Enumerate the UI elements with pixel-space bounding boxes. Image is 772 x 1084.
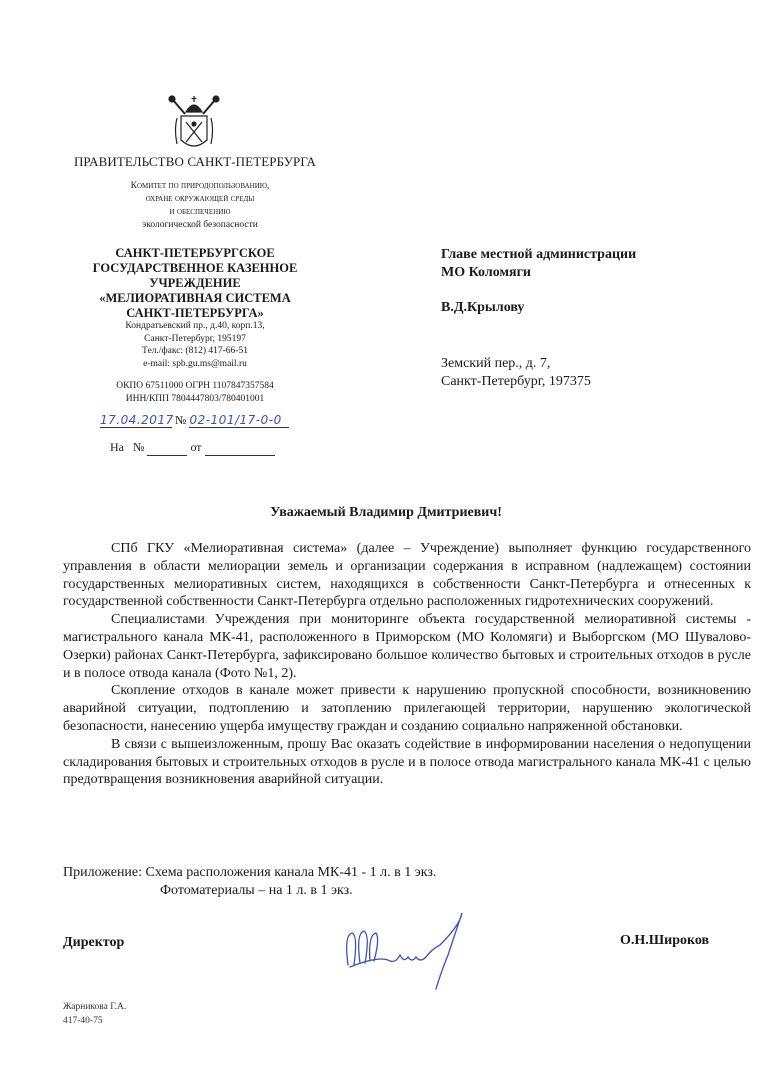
recipient-address-line: Земский пер., д. 7, xyxy=(441,356,551,371)
committee-line: Комитет по природопользованию, xyxy=(130,181,270,191)
organization-codes xyxy=(60,380,330,405)
organization-contacts xyxy=(60,320,330,370)
attachment-line: Приложение: Схема расположения канала МК-41 - 1 л. в 1 экз. xyxy=(63,865,437,880)
reference-date-blank xyxy=(205,440,275,456)
address-line: Кондратьевский пр., д.40, корп.13, xyxy=(125,321,265,331)
organization-line: САНКТ-ПЕТЕРБУРГА» xyxy=(126,306,264,320)
recipient-title-line: МО Коломяги xyxy=(441,265,531,280)
recipient-name: В.Д.Крылову xyxy=(441,300,525,315)
letter-body xyxy=(63,540,751,789)
body-paragraph: СПб ГКУ «Мелиоративная система» (далее – Учреждение) выполняет функцию государственного управления в области мелиорации земель и организации содержания в исправном (надлежащем) состоянии государственных мелиоративных систем, находящихся в собственности Санкт-Петербурга и отнесенных к государственной собственности Санкт-Петербурга отдельно расположенных гидротехнических сооружений. xyxy=(63,541,751,610)
recipient-title xyxy=(441,246,741,282)
body-paragraph: Специалистами Учреждения при мониторинге объекта государственной мелиоративной системы - магистрального канала МК-41, расположенного в Приморском (МО Коломяги) и Выборгском (МО Шувалово-Озерки) районах Санкт-Петербурга, зафиксировано большое количество бытовых и строительных отходов в русле и в полосе отвода канала (Фото №1, 2). xyxy=(63,612,751,681)
okpo-ogrn: ОКПО 67511000 ОГРН 1107847357584 xyxy=(116,381,274,391)
signer-name: О.Н.Широков xyxy=(620,933,710,948)
attachments xyxy=(63,864,436,900)
attachment-line: Фотоматериалы – на 1 л. в 1 экз. xyxy=(160,883,353,898)
reference-number-blank xyxy=(147,440,187,456)
executor-name: Жарникова Г.А. xyxy=(63,1002,127,1012)
recipient-address xyxy=(441,355,591,391)
committee-line: и обеспечению xyxy=(169,207,231,217)
committee-line: экологической безопасности xyxy=(142,220,258,230)
reference-line xyxy=(110,440,275,456)
signer-position: Директор xyxy=(63,935,125,950)
registration-line xyxy=(100,413,289,428)
government-title: ПРАВИТЕЛЬСТВО САНКТ-ПЕТЕРБУРГА xyxy=(73,154,317,169)
phone-fax: Тел./факс: (812) 417-66-51 xyxy=(142,346,248,356)
address-line: Санкт-Петербург, 195197 xyxy=(144,333,246,344)
organization-line: «МЕЛИОРАТИВНАЯ СИСТЕМА xyxy=(99,291,291,305)
recipient-title-line: Главе местной администрации xyxy=(441,247,637,262)
committee-name xyxy=(60,180,340,232)
reference-on-label: На xyxy=(110,440,124,454)
spb-coat-of-arms-icon xyxy=(163,94,225,156)
organization-line: ГОСУДАРСТВЕННОЕ КАЗЕННОЕ xyxy=(92,261,298,275)
executor-info xyxy=(63,1000,126,1028)
body-paragraph: В связи с вышеизложенным, прошу Вас оказать содействие в информировании населения о недопущении складирования бытовых и строительных отходов в русле и в полосе отвода магистрального канала МК-41 с целью предотвращения возникновения аварийной ситуации. xyxy=(63,736,751,788)
registration-number: 02-101/17-0-0 xyxy=(189,413,289,428)
reference-from-label: от xyxy=(190,440,202,454)
email: e-mail: spb.gu.ms@mail.ru xyxy=(143,358,247,369)
organization-line: САНКТ-ПЕТЕРБУРГСКОЕ xyxy=(115,246,275,260)
number-sign: № xyxy=(175,413,187,427)
registration-date: 17.04.2017 xyxy=(100,413,174,427)
inn-kpp: ИНН/КПП 7804447803/780401001 xyxy=(125,393,265,404)
recipient-address-line: Санкт-Петербург, 197375 xyxy=(441,374,591,389)
handwritten-signature-icon xyxy=(340,905,480,990)
body-paragraph: Скопление отходов в канале может привести к нарушению пропускной способности, возникновению аварийной ситуации, подтоплению и затоплению прилегающей территории, нарушению экологической безопасности, нанесению ущерба имуществу граждан и созданию социально напряженной обстановки. xyxy=(63,683,751,734)
committee-line: охране окружающей среды xyxy=(145,194,255,204)
executor-phone: 417-40-75 xyxy=(63,1016,103,1026)
organization-line: УЧРЕЖДЕНИЕ xyxy=(149,276,241,290)
organization-name xyxy=(60,246,330,321)
reference-number-label: № xyxy=(133,440,145,454)
salutation: Уважаемый Владимир Дмитриевич! xyxy=(270,505,502,520)
